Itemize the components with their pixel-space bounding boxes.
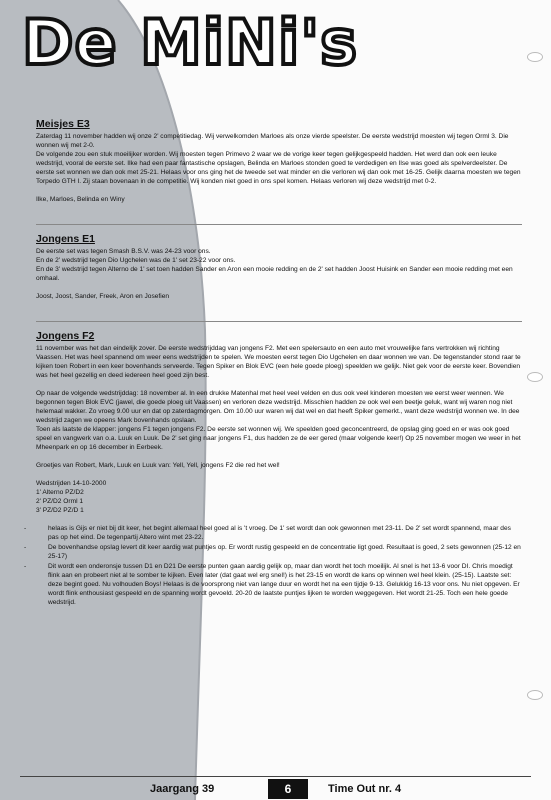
- results-line: 1' Alterno PZ/D2: [36, 489, 84, 496]
- page-footer: [0, 774, 551, 800]
- paragraph: Toen als laatste de klapper: jongens F1 tegen jongens F2. De eerste set wonnen wij. We speelden goed geconcentreerd, de opslag ging goed en er was ook goed speel en vangwerk van o.a. Luuk en Luuk. De 2' set ging naar jongens F1, dus hadden ze de eer gered (maar volgende keer!) Op 25 november mogen we weer in het Mheenpark en op 16 december in Eerbeek.: [36, 426, 521, 451]
- results-date: Wedstrijden 14-10-2000: [36, 480, 107, 487]
- signoff: Joost, Joost, Sander, Freek, Aron en Josefien: [36, 293, 170, 300]
- match-note: - De bovenhandse opslag levert dit keer aardig wat puntjes op. Er wordt rustig gespeeld en de concentratie ligt goed. Resultaat is goed, 2 sets gewonnen (25-12 en 25-17): [36, 543, 522, 561]
- paragraph: 11 november was het dan eindelijk zover. De eerste wedstrijddag van jongens F2. Met een spelersauto en een auto met vrouwelijke fans vertrokken wij richting Vaassen. Het was heel spannend om weer eens wedstrijden te spelen. We moesten eerst tegen Dio Ugchelen en daar wonnen we van. De tegenstander stond raar te kijken toen Robert in een keer bovenhands serveerde. Tegen Spiker en Blok EVC (een hele goede ploeg) speelden we gelijk. Niet gek voor de eerste keer. Bovendien was het heel gezellig en deed iedereen heel goed zijn best.: [36, 345, 521, 379]
- section-meisjes-e3: [36, 118, 522, 204]
- section-heading: Meisjes E3: [36, 118, 90, 130]
- footer-rule: [20, 776, 531, 777]
- section-divider: [36, 321, 522, 322]
- page-title: De MiNi's: [22, 6, 359, 79]
- signoff: Groetjes van Robert, Mark, Luuk en Luuk van: Yell, Yell, jongens F2 die red het wel!: [36, 462, 280, 469]
- paragraph: Zaterdag 11 november hadden wij onze 2' competitiedag. Wij verwelkomden Marloes als onze vierde speelster. De eerste wedstrijd moesten wij tegen Orml 3. Die wonnen wij met 2-0.: [36, 133, 509, 149]
- footer-issue: Time Out nr. 4: [328, 783, 402, 795]
- punch-hole-middle: [527, 372, 543, 382]
- section-divider: [36, 224, 522, 225]
- section-heading: Jongens E1: [36, 233, 95, 245]
- paragraph: En de 2' wedstrijd tegen Dio Ugchelen was de 1' set 23-22 voor ons.: [36, 257, 236, 264]
- section-heading: Jongens F2: [36, 330, 95, 342]
- paragraph: De volgende zou een stuk moeilijker worden. Wij moesten tegen Primevo 2 waar we de vorige keer tegen gelijkgespeeld hadden. Het werd dan ook een leuke wedstrijd, vooral de eerste set. Ilke had een paar fantastische opslagen, Belinda en Marloes stonden goed te verdedigen en Ilse was goed als spelverdeelster. De eerste set wonnen we dan ook met 25-21. Helaas voor ons ging het de tweede set wat minder en die verloren wij dan ook met 16-25. Gelijk daarna moesten we tegen Torpedo GTH I. Zij staan bovenaan in de competitie. Wij konden niet goed in ons spel komen. Helaas verloren wij deze wedstrijd met 0-2.: [36, 151, 521, 185]
- article-body: [36, 118, 522, 608]
- punch-hole-bottom: [527, 690, 543, 700]
- results-list: [36, 479, 522, 515]
- section-jongens-e1: [36, 233, 522, 301]
- results-line: 3' PZ/D2 PZ/D 1: [36, 507, 84, 514]
- punch-hole-top: [527, 52, 543, 62]
- page-number: 6: [268, 779, 308, 799]
- match-notes: [36, 524, 522, 607]
- section-jongens-f2: [36, 330, 522, 607]
- results-line: 2' PZ/D2 Orml 1: [36, 498, 84, 505]
- footer-volume: Jaargang 39: [150, 783, 215, 795]
- match-note: - Dit wordt een onderonsje tussen D1 en D21 De eerste punten gaan aardig gelijk op, maar dan wordt het toch moeilijk. Al snel is het 13-6 voor DI. Chris moedigt flink aan en probeert niet al te somber te kijken. Even later (dat gaat wel erg snel!) is het 23-15 en wordt de kans op winnen wel heel klein. (25-15). Laatste set: deze begint goed. Nu volhouden Boys! Helaas is de voorsprong niet van lange duur en wordt het na een tijdje 9-13. Gelukkig 16-13 voor ons. Nu niet opgeven. Er wordt flink enthousiast gespeeld en de spanning wordt gevoeld. 20-20 de laatste puntjes lijken te worden weggegeven. Het wordt 21-25. Toch een hele goede wedstrijd.: [36, 562, 522, 607]
- paragraph: En de 3' wedstrijd tegen Alterno de 1' set toen hadden Sander en Aron een mooie redding en de 2' set hadden Joost Huisink en Sander een mooie redding met een omhaal.: [36, 266, 513, 282]
- paragraph: Op naar de volgende wedstrijddag: 18 november al. In een drukke Matenhal met heel veel velden en dus ook veel kinderen moesten we eerst weer wennen. We begonnen tegen Blok EVC (jawel, die goede ploeg uit Vaassen) en verloren deze wedstrijd. Misschien hadden ze ook wel een beetje geluk, want wij waren nog niet helemaal wakker. Zo vroeg 9.00 uur en dat op zaterdagmorgen. Om 10.00 uur waren wij dat wel en dat heeft Spiker gemerkt., want deze wedstrijd wonnen we. In dee wedstrijd zagen we opeens Mark bovenhands opslaan.: [36, 390, 520, 424]
- paragraph: De eerste set was tegen Smash B.S.V. was 24-23 voor ons.: [36, 248, 211, 255]
- signoff: Ilke, Marloes, Belinda en Winy: [36, 196, 125, 203]
- match-note: - helaas is Gijs er niet bij dit keer, het begint allemaal heel goed al is 't vroeg. De 1' set wordt dan ook gewonnen met 23-11. De 2' set wordt spannend, maar des pas op het eind. De tegenpartij Altero wint met 23-22.: [36, 524, 522, 542]
